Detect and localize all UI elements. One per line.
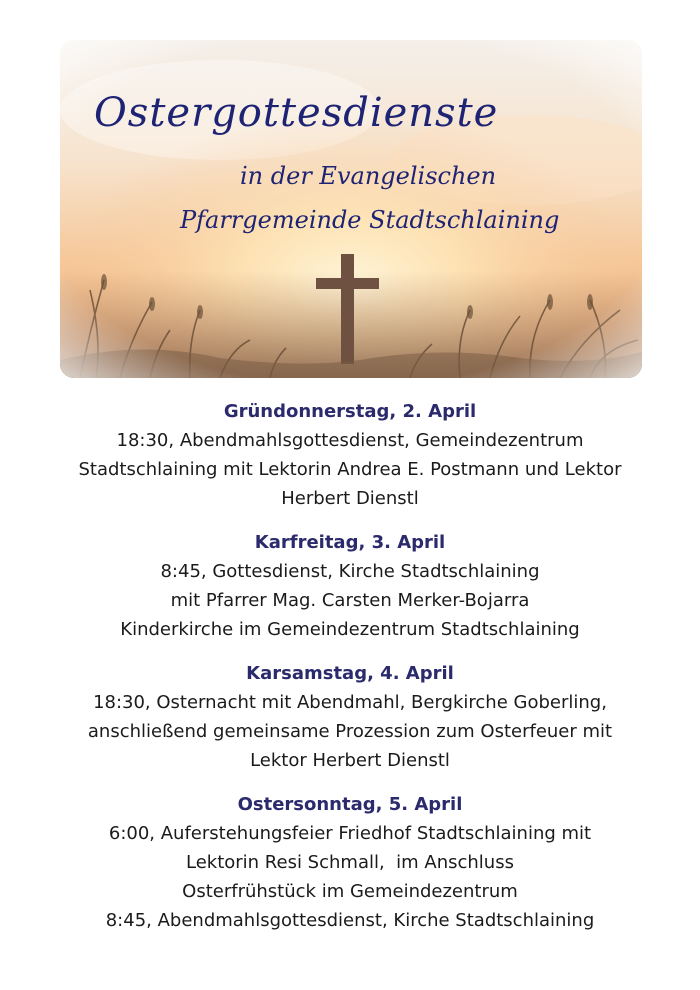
service-line: Lektorin Resi Schmall, im Anschluss (186, 852, 514, 873)
service-line: mit Pfarrer Mag. Carsten Merker-Bojarra (170, 590, 530, 611)
service-line: 18:30, Abendmahlsgottesdienst, Gemeindezentrum (116, 430, 584, 451)
service-heading: Gründonnerstag, 2. April (223, 401, 477, 422)
banner-subtitle-line2: Pfarrgemeinde Stadtschlaining (180, 206, 560, 234)
service-heading: Karfreitag, 3. April (254, 532, 446, 553)
service-line: 8:45, Abendmahlsgottesdienst, Kirche Stadtschlaining (105, 910, 595, 931)
service-line: 18:30, Osternacht mit Abendmahl, Bergkirche Goberling, (93, 692, 607, 713)
service-line: Osterfrühstück im Gemeindezentrum (182, 881, 518, 902)
service-line: anschließend gemeinsame Prozession zum Osterfeuer mit (87, 721, 613, 742)
service-ostersonntag (20, 791, 680, 935)
banner-title: Ostergottesdienste (94, 90, 499, 136)
banner-subtitle-line1: in der Evangelischen (240, 162, 497, 190)
service-heading: Karsamstag, 4. April (246, 663, 454, 684)
service-line: Stadtschlaining mit Lektorin Andrea E. Postmann und Lektor (78, 459, 622, 480)
service-list (20, 398, 680, 951)
service-line: Herbert Dienstl (281, 488, 419, 509)
service-line: 6:00, Auferstehungsfeier Friedhof Stadtschlaining mit (108, 823, 592, 844)
service-line: 8:45, Gottesdienst, Kirche Stadtschlaining (160, 561, 540, 582)
header-banner (60, 40, 642, 378)
service-karsamstag (20, 660, 680, 775)
service-gruendonnerstag (20, 398, 680, 513)
service-line: Lektor Herbert Dienstl (250, 750, 450, 771)
service-karfreitag (20, 529, 680, 644)
service-line: Kinderkirche im Gemeindezentrum Stadtschlaining (120, 619, 580, 640)
service-heading: Ostersonntag, 5. April (237, 794, 463, 815)
